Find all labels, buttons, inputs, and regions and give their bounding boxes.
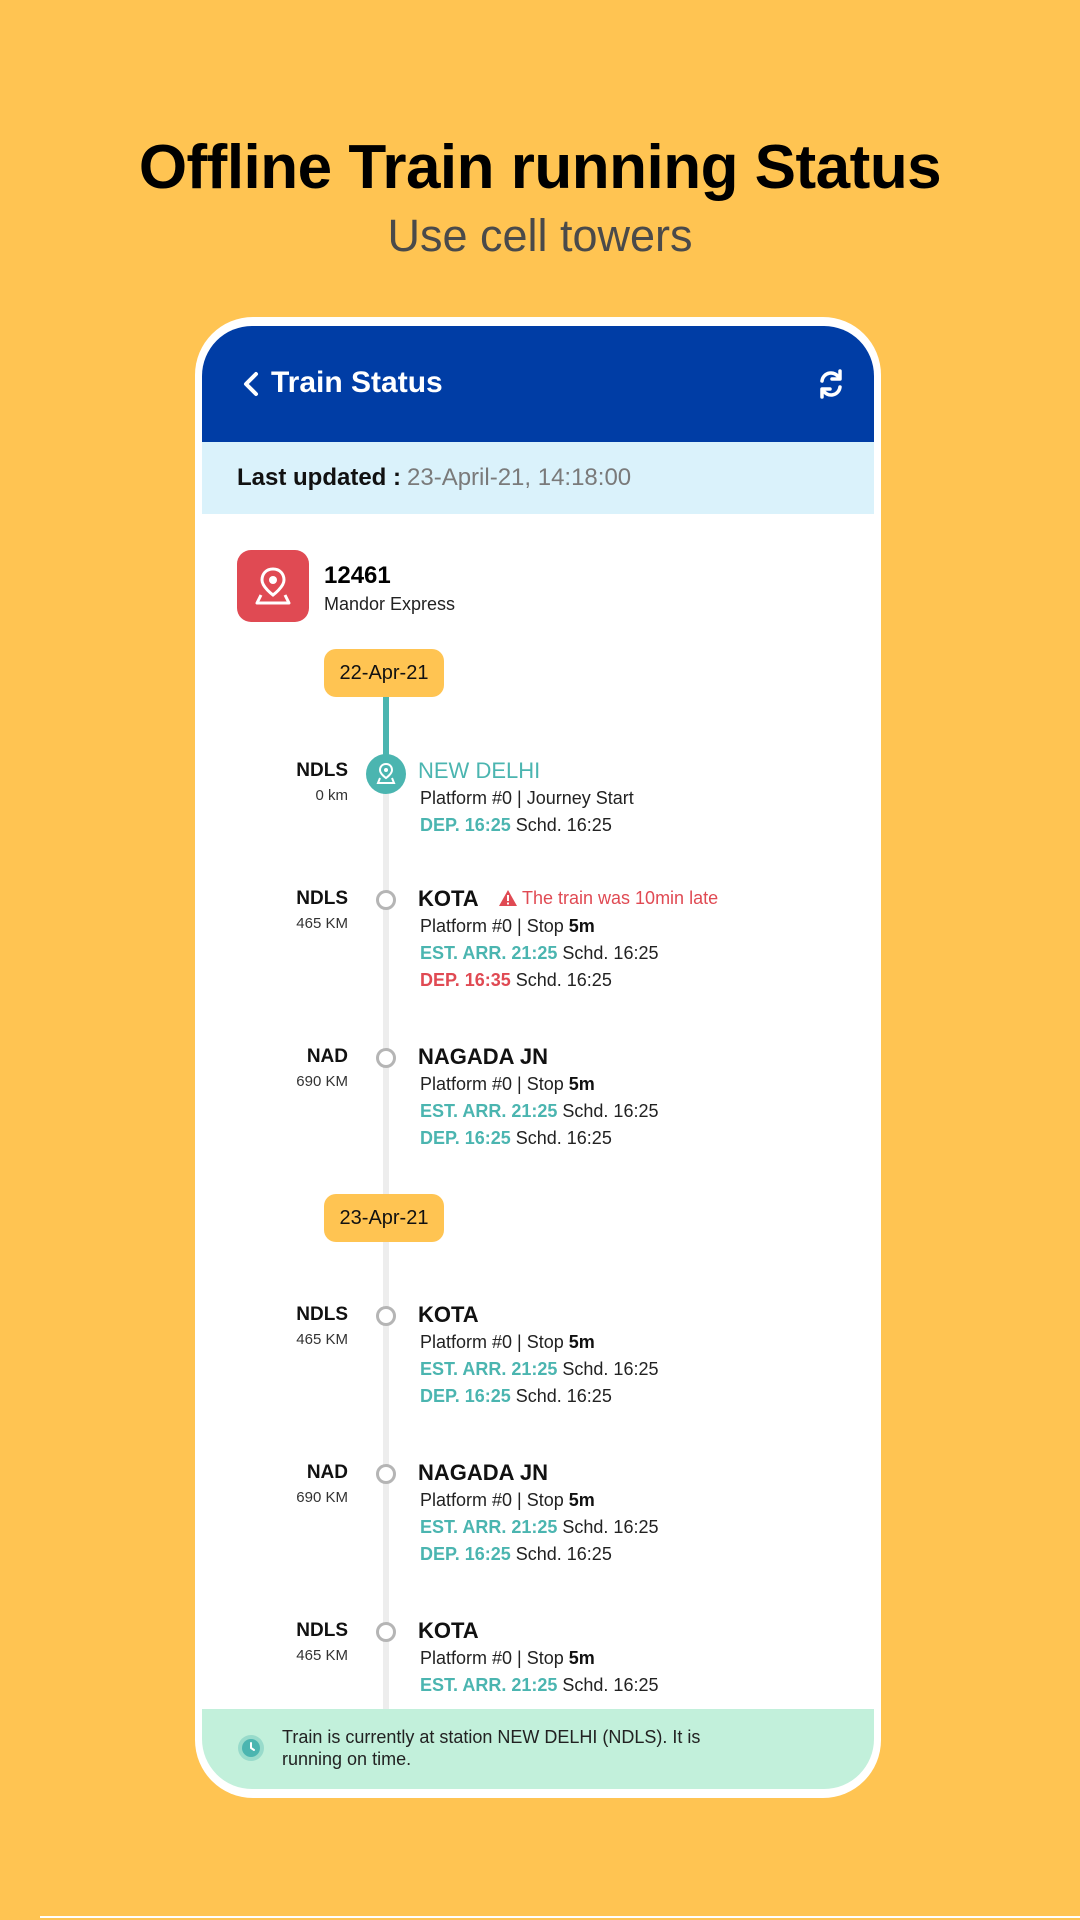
station-name: NAGADA JN xyxy=(418,1044,548,1069)
phone-frame xyxy=(195,317,881,1798)
arrival-time: EST. ARR. 21:25 xyxy=(420,1101,558,1121)
stop-duration: 5m xyxy=(568,916,595,936)
station-code: NAD xyxy=(306,1046,348,1067)
station-node xyxy=(376,1464,396,1484)
platform-text: Platform #0 | Stop xyxy=(420,1074,569,1094)
page-title: Train Status xyxy=(271,366,443,399)
last-updated-value: 23-April-21, 14:18:00 xyxy=(407,464,632,491)
station-code: NDLS xyxy=(296,1620,348,1641)
station-code: NDLS xyxy=(296,1304,348,1325)
departure-row xyxy=(420,970,612,991)
departure-time: DEP. 16:25 xyxy=(420,1544,511,1564)
station-distance: 690 KM xyxy=(296,1073,348,1090)
platform-text: Platform #0 | Stop xyxy=(420,1648,569,1668)
platform-info: Platform #0 | Journey Start xyxy=(420,788,634,808)
status-message: Train is currently at station NEW DELHI (NDLS). It is running on time. xyxy=(282,1727,701,1769)
departure-time: DEP. 16:35 xyxy=(420,970,511,990)
station-node xyxy=(376,890,396,910)
station-code: NAD xyxy=(306,1462,348,1483)
arrival-scheduled: Schd. 16:25 xyxy=(562,1517,659,1537)
departure-scheduled: Schd. 16:25 xyxy=(515,1128,612,1148)
train-badge xyxy=(237,550,309,622)
arrival-row xyxy=(420,1359,658,1380)
departure-row xyxy=(420,1128,612,1149)
stop-duration: 5m xyxy=(568,1490,595,1510)
platform-info xyxy=(420,1490,595,1511)
chevron-left-icon[interactable] xyxy=(232,364,272,404)
date-pill: 22-Apr-21 xyxy=(324,649,444,697)
departure-row xyxy=(420,1386,612,1407)
arrival-row xyxy=(420,1675,658,1696)
promo-headline: Offline Train running Status xyxy=(138,133,942,202)
app-screen xyxy=(202,326,874,1789)
departure-time: DEP. 16:25 xyxy=(420,1128,511,1148)
last-updated-bar xyxy=(202,442,874,514)
station-distance: 465 KM xyxy=(296,1331,348,1348)
stop-duration: 5m xyxy=(568,1074,595,1094)
station-distance: 690 KM xyxy=(296,1489,348,1506)
station-node xyxy=(376,1622,396,1642)
app-bar xyxy=(202,326,874,442)
arrival-scheduled: Schd. 16:25 xyxy=(562,1101,659,1121)
delay-alert xyxy=(498,888,718,909)
date-pill: 23-Apr-21 xyxy=(324,1194,444,1242)
arrival-scheduled: Schd. 16:25 xyxy=(562,943,659,963)
departure-time: DEP. 16:25 xyxy=(420,815,511,835)
train-number: 12461 xyxy=(324,562,391,589)
warning-icon xyxy=(498,889,518,907)
station-name: KOTA xyxy=(418,1618,479,1643)
station-node xyxy=(376,1306,396,1326)
arrival-row xyxy=(420,943,658,964)
station-name: NEW DELHI xyxy=(418,758,541,783)
arrival-time: EST. ARR. 21:25 xyxy=(420,943,558,963)
train-name: Mandor Express xyxy=(324,594,456,614)
last-updated-label: Last updated : xyxy=(237,464,402,491)
departure-scheduled: Schd. 16:25 xyxy=(515,1386,612,1406)
delay-alert-text: The train was 10min late xyxy=(522,888,719,908)
station-distance: 465 KM xyxy=(296,1647,348,1664)
platform-info xyxy=(420,1074,595,1095)
arrival-scheduled: Schd. 16:25 xyxy=(562,1675,659,1695)
platform-text: Platform #0 | Stop xyxy=(420,1332,569,1352)
platform-text: Platform #0 | Stop xyxy=(420,1490,569,1510)
station-code: NDLS xyxy=(296,760,348,781)
departure-time: DEP. 16:25 xyxy=(420,1386,511,1406)
clock-icon xyxy=(237,1734,265,1762)
refresh-icon[interactable] xyxy=(813,366,849,402)
platform-info xyxy=(420,916,595,937)
location-pin-icon xyxy=(376,762,396,786)
station-code: NDLS xyxy=(296,888,348,909)
promo-subhead: Use cell towers xyxy=(387,210,693,261)
station-name: KOTA xyxy=(418,1302,479,1327)
arrival-row xyxy=(420,1101,658,1122)
station-node xyxy=(376,1048,396,1068)
station-distance: 0 km xyxy=(315,787,348,804)
station-name: KOTA xyxy=(418,886,479,911)
platform-text: Platform #0 | Stop xyxy=(420,916,569,936)
platform-info xyxy=(420,1648,595,1669)
arrival-time: EST. ARR. 21:25 xyxy=(420,1517,558,1537)
departure-scheduled: Schd. 16:25 xyxy=(515,1544,612,1564)
departure-row xyxy=(420,1544,612,1565)
departure-scheduled: Schd. 16:25 xyxy=(515,815,612,835)
current-station-marker xyxy=(366,754,406,794)
departure-row xyxy=(420,815,612,836)
stop-duration: 5m xyxy=(568,1648,595,1668)
status-banner xyxy=(202,1709,874,1789)
stop-duration: 5m xyxy=(568,1332,595,1352)
station-name: NAGADA JN xyxy=(418,1460,548,1485)
arrival-time: EST. ARR. 21:25 xyxy=(420,1675,558,1695)
departure-scheduled: Schd. 16:25 xyxy=(515,970,612,990)
divider xyxy=(40,1916,1080,1918)
arrival-scheduled: Schd. 16:25 xyxy=(562,1359,659,1379)
location-pin-icon xyxy=(253,565,293,607)
platform-info xyxy=(420,1332,595,1353)
station-distance: 465 KM xyxy=(296,915,348,932)
arrival-row xyxy=(420,1517,658,1538)
arrival-time: EST. ARR. 21:25 xyxy=(420,1359,558,1379)
